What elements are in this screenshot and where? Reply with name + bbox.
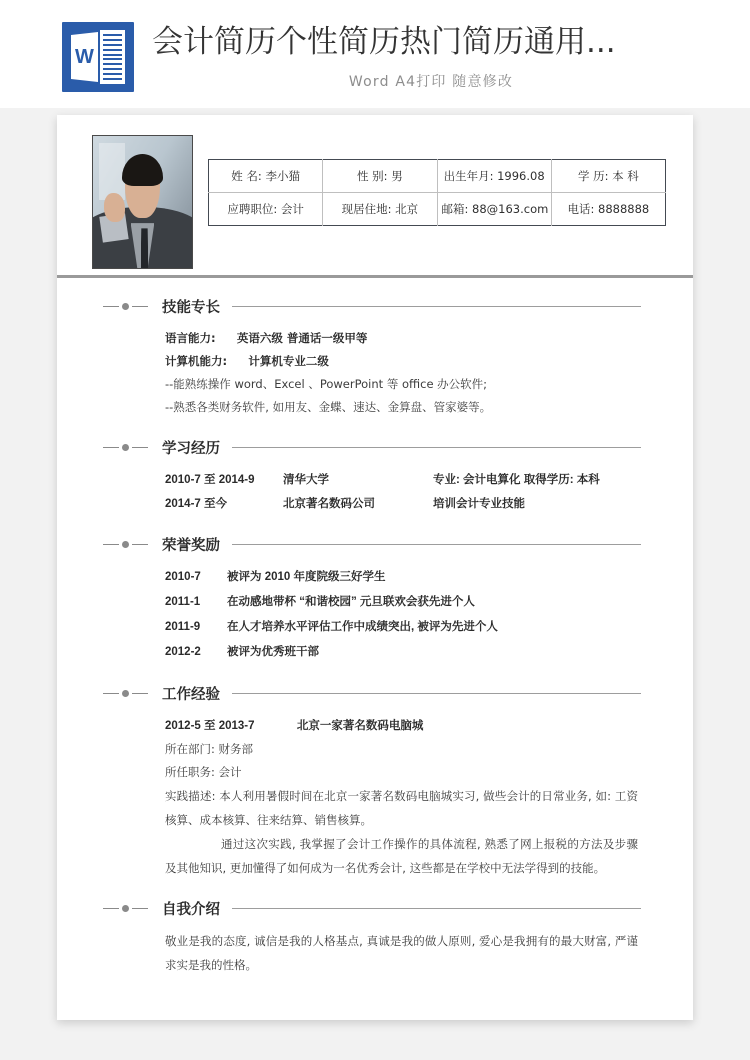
award-text: 被评为 2010 年度院级三好学生 [227, 571, 386, 583]
header-divider [57, 275, 693, 278]
section-title: 自我介绍 [162, 902, 220, 918]
section-body-education [57, 458, 693, 516]
award-date: 2010-7 [165, 571, 201, 583]
page-banner [0, 0, 750, 108]
section-body-awards [57, 555, 693, 665]
award-date: 2012-2 [165, 646, 201, 658]
table-row [209, 160, 666, 193]
bullet-dot-icon [122, 303, 129, 310]
work-description-first: 实践描述: 本人利用暑假时间在北京一家著名数码电脑城实习, 做些会计的日常业务, 如: 工资核算、成本核算、往来结算、销售核算。 [165, 789, 638, 827]
bullet-line-left-icon [103, 306, 119, 308]
skills-computer-line [165, 350, 638, 373]
bullet-line-right-icon [132, 693, 148, 695]
section-rule [232, 306, 641, 307]
work-position: 所任职务: 会计 [165, 765, 242, 779]
bullet-line-left-icon [103, 908, 119, 910]
work-period: 2012-5 至 2013-7 [165, 720, 255, 732]
cell-applied-position: 应聘职位: 会计 [209, 193, 323, 226]
table-row [209, 193, 666, 226]
bullet-line-left-icon [103, 693, 119, 695]
section-work-experience [57, 683, 693, 880]
bullet-line-right-icon [132, 908, 148, 910]
section-body-about [57, 919, 693, 977]
section-rule [232, 544, 641, 545]
bullet-line-left-icon [103, 447, 119, 449]
cell-birthdate: 出生年月: 1996.08 [437, 160, 551, 193]
skills-computer-label: 计算机能力: [165, 354, 228, 368]
education-row [165, 468, 638, 492]
section-title: 工作经验 [162, 687, 220, 703]
skills-bullet-finance-software: --熟悉各类财务软件, 如用友、金蝶、速达、金算盘、管家婆等。 [165, 400, 492, 414]
skills-language-label: 语言能力: [165, 331, 216, 345]
education-school: 北京著名数码公司 [283, 498, 375, 510]
education-date: 2014-7 至今 [165, 498, 228, 510]
word-icon-lines [100, 30, 125, 84]
bullet-line-left-icon [103, 544, 119, 546]
section-self-introduction [57, 898, 693, 977]
skills-language-value: 英语六级 普通话一级甲等 [236, 331, 368, 345]
award-row [165, 565, 638, 590]
award-text: 在动感地带杯 “和谐校园” 元旦联欢会获先进个人 [227, 596, 475, 608]
section-awards [57, 534, 693, 665]
section-rule [232, 693, 641, 694]
section-title: 荣誉奖励 [162, 538, 220, 554]
section-body-skills [57, 317, 693, 419]
cell-phone: 电话: 8888888 [551, 193, 665, 226]
cell-residence: 现居住地: 北京 [323, 193, 437, 226]
cell-gender: 性 别: 男 [323, 160, 437, 193]
cell-email: 邮箱: 88@163.com [437, 193, 551, 226]
word-icon-letter: W [75, 45, 94, 68]
personal-info-table [208, 159, 666, 226]
cell-education-level: 学 历: 本 科 [551, 160, 665, 193]
award-row [165, 590, 638, 615]
skills-language-line [165, 327, 638, 350]
work-company: 北京一家著名数码电脑城 [296, 720, 424, 732]
page-subtitle: Word A4打印 随意修改 [348, 74, 514, 90]
section-header-about [57, 898, 693, 919]
award-row [165, 615, 638, 640]
bullet-line-right-icon [132, 544, 148, 546]
bullet-dot-icon [122, 444, 129, 451]
about-text: 敬业是我的态度, 诚信是我的人格基点, 真诚是我的做人原则, 爱心是我拥有的最大财富, 严谨求实是我的性格。 [165, 934, 638, 972]
section-skills [57, 296, 693, 419]
bullet-dot-icon [122, 541, 129, 548]
work-description-second: 通过这次实践, 我掌握了会计工作操作的具体流程, 熟悉了网上报税的方法及步骤及其他知识, 更加懂得了如何成为一名优秀会计, 这些都是在学校中无法学得到的技能。 [165, 837, 638, 875]
section-header-work [57, 683, 693, 704]
avatar [92, 135, 193, 269]
identity-header [57, 115, 693, 255]
section-education [57, 437, 693, 516]
bullet-line-right-icon [132, 447, 148, 449]
award-date: 2011-9 [165, 621, 201, 633]
bullet-dot-icon [122, 905, 129, 912]
bullet-line-right-icon [132, 306, 148, 308]
section-title: 技能专长 [162, 300, 220, 316]
word-document-icon [62, 22, 134, 92]
photo-hand [104, 193, 125, 222]
cell-name: 姓 名: 李小猫 [209, 160, 323, 193]
section-rule [232, 908, 641, 909]
education-date: 2010-7 至 2014-9 [165, 474, 255, 486]
award-text: 被评为优秀班干部 [227, 646, 319, 658]
skills-bullet-office: --能熟练操作 word、Excel 、PowerPoint 等 office 办公软件; [165, 377, 488, 391]
skills-computer-value: 计算机专业二级 [248, 354, 329, 368]
section-header-education [57, 437, 693, 458]
section-header-awards [57, 534, 693, 555]
work-heading-row [165, 714, 638, 738]
education-detail: 专业: 会计电算化 取得学历: 本科 [433, 474, 600, 486]
page-title: 会计简历个性简历热门简历通用... [152, 24, 616, 60]
education-school: 清华大学 [283, 474, 329, 486]
work-department: 所在部门: 财务部 [165, 742, 254, 756]
section-header-skills [57, 296, 693, 317]
bullet-dot-icon [122, 690, 129, 697]
education-row [165, 492, 638, 516]
section-rule [232, 447, 641, 448]
resume-document [57, 115, 693, 1020]
section-title: 学习经历 [162, 441, 220, 457]
award-row [165, 640, 638, 665]
award-text: 在人才培养水平评估工作中成绩突出, 被评为先进个人 [227, 621, 498, 633]
award-date: 2011-1 [165, 596, 201, 608]
education-detail: 培训会计专业技能 [433, 498, 525, 510]
photo-tie [141, 228, 149, 268]
section-body-work [57, 704, 693, 880]
